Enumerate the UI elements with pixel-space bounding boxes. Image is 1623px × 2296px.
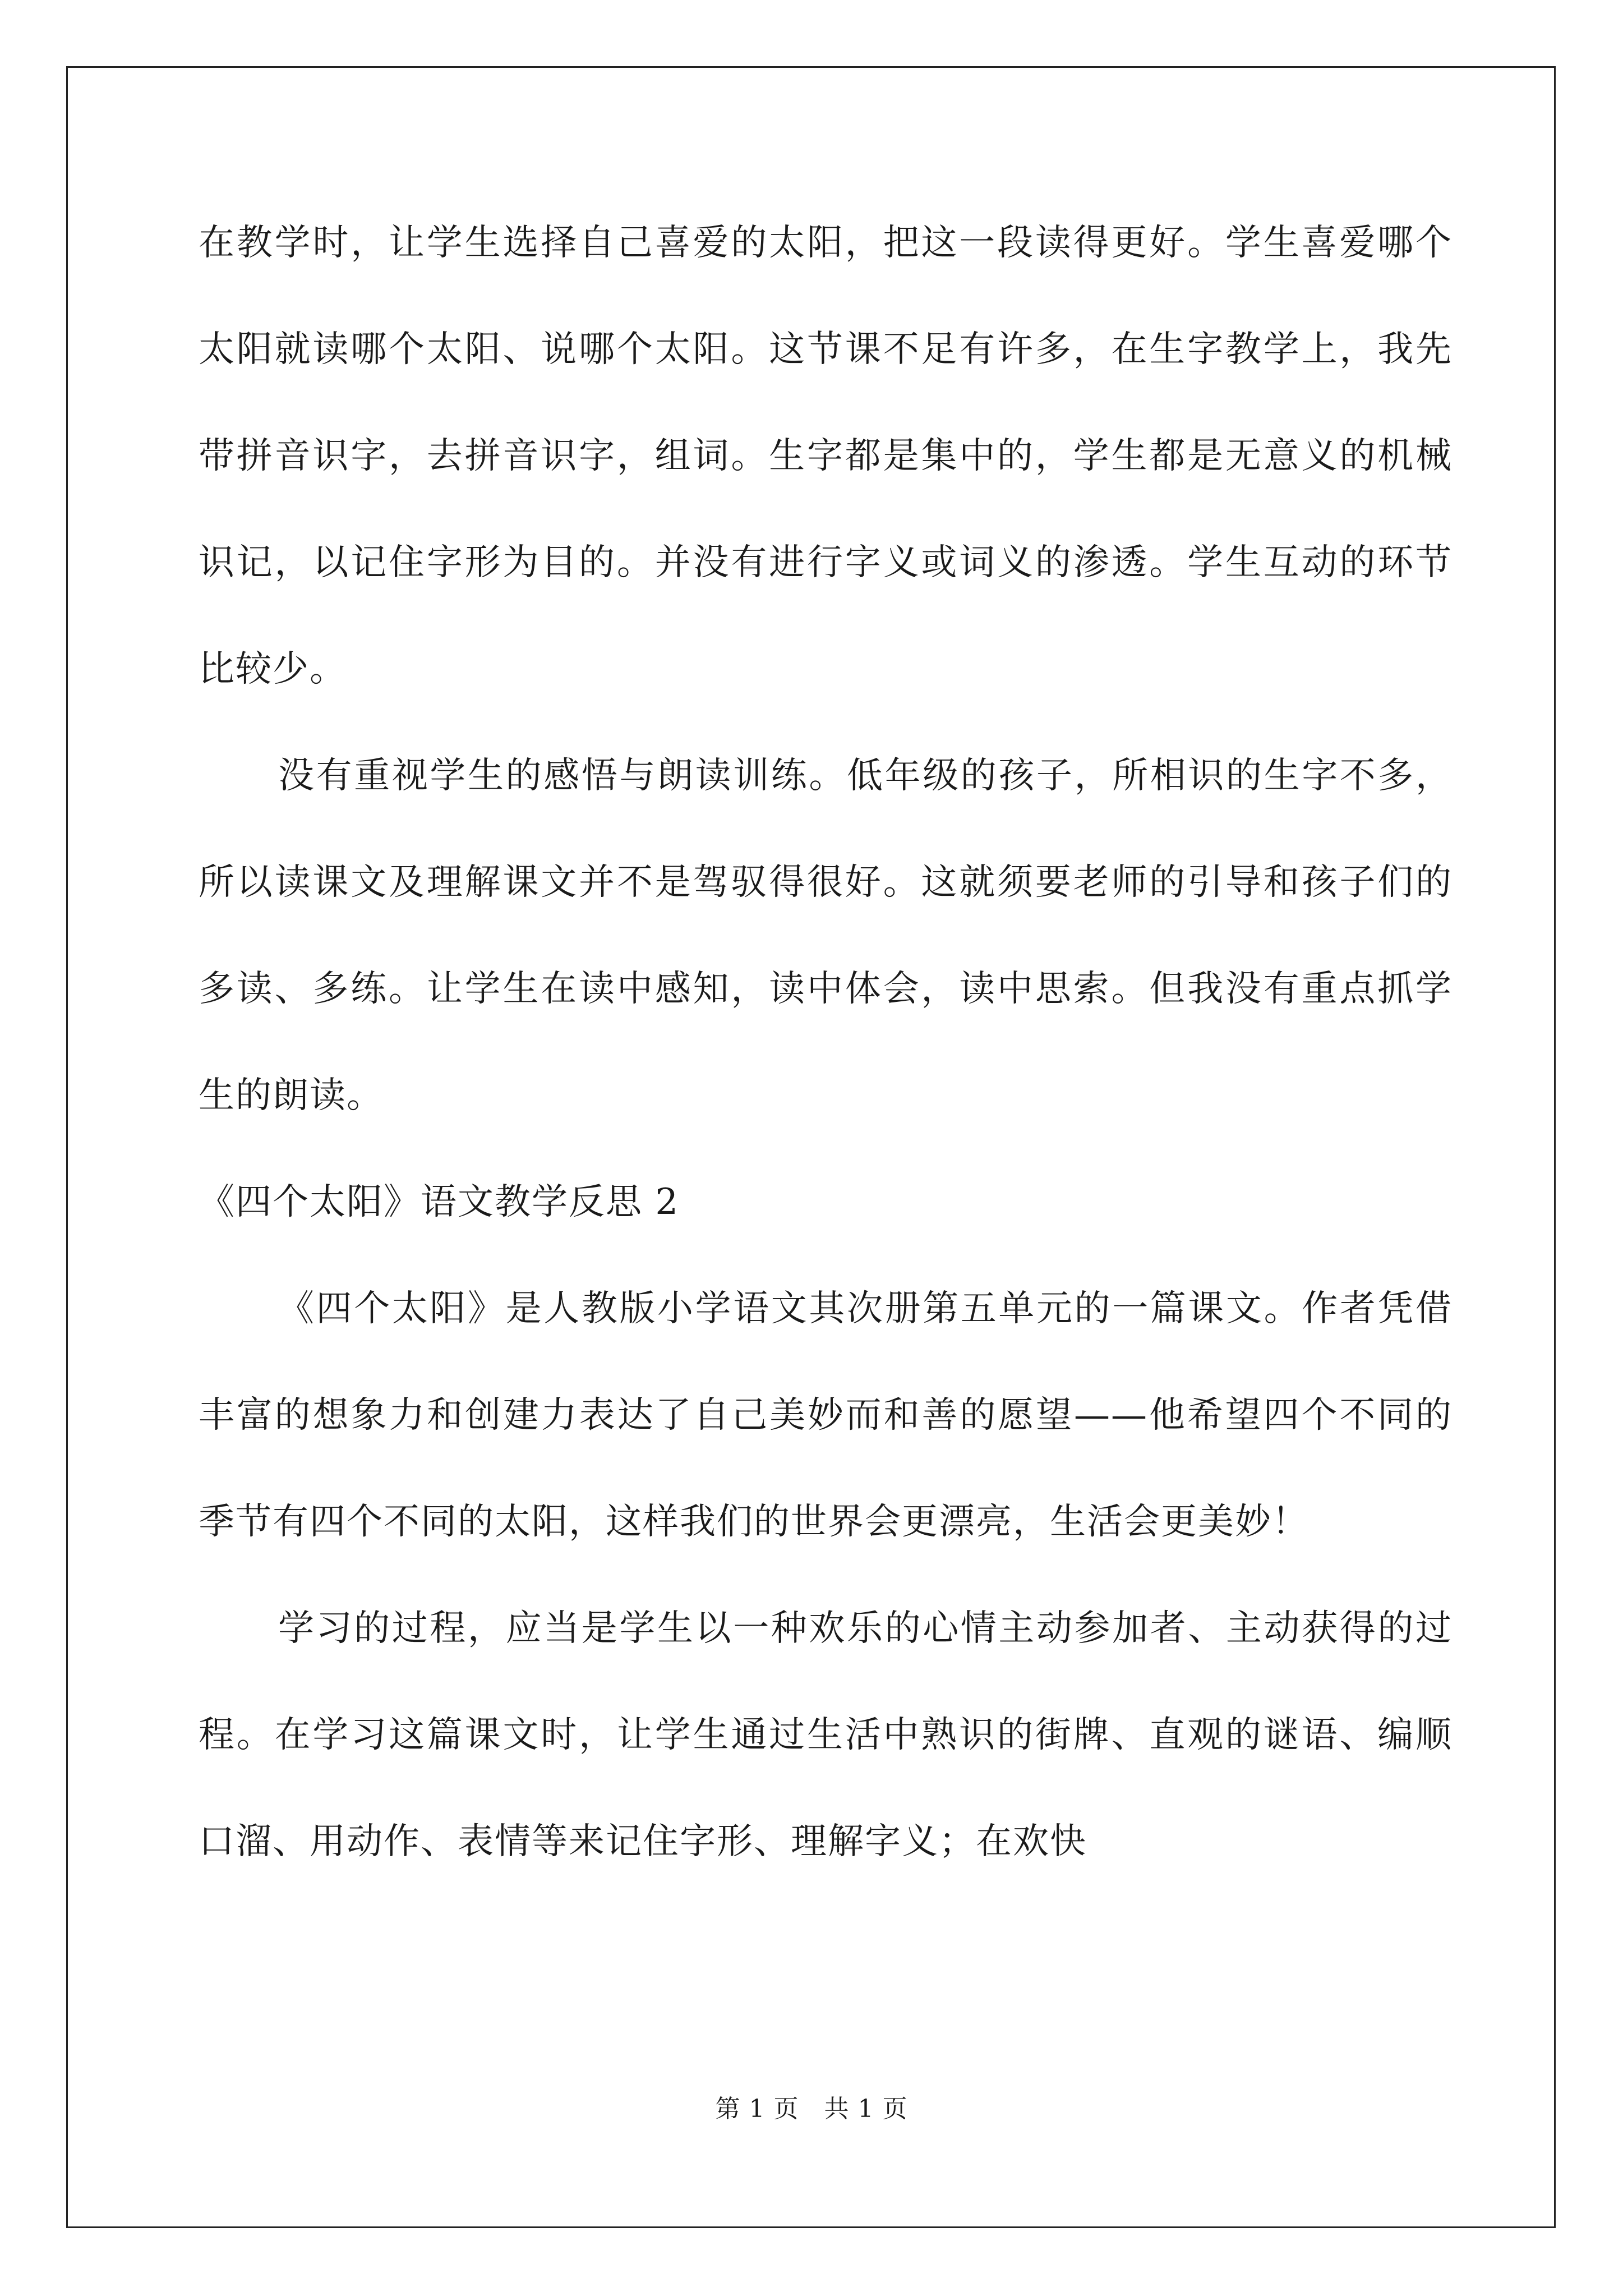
paragraph-3: 《四个太阳》是人教版小学语文其次册第五单元的一篇课文。作者凭借丰富的想象力和创建力表达了自己美妙而和善的愿望——他希望四个不同的季节有四个不同的太阳，这样我们的世界会更漂亮，生活会更美妙！ bbox=[199, 1288, 1453, 1543]
paragraph-2: 没有重视学生的感悟与朗读训练。低年级的孩子，所相识的生字不多，所以读课文及理解课文并不是驾驭得很好。这就须要老师的引导和孩子们的多读、多练。让学生在读中感知，读中体会，读中思索。但我没有重点抓学生的朗读。 bbox=[199, 755, 1453, 1116]
paragraph-4: 学习的过程，应当是学生以一种欢乐的心情主动参加者、主动获得的过程。在学习这篇课文时，让学生通过生活中熟识的街牌、直观的谜语、编顺口溜、用动作、表情等来记住字形、理解字义；在欢快 bbox=[199, 1608, 1453, 1862]
section-heading: 《四个太阳》语文教学反思 2 bbox=[199, 1181, 680, 1223]
document-body bbox=[199, 190, 1453, 1895]
page-footer: 第 1 页 共 1 页 bbox=[715, 2095, 908, 2123]
paragraph-1: 在教学时，让学生选择自己喜爱的太阳，把这一段读得更好。学生喜爱哪个太阳就读哪个太阳、说哪个太阳。这节课不足有许多，在生字教学上，我先带拼音识字，去拼音识字，组词。生字都是集中的，学生都是无意义的机械识记，以记住字形为目的。并没有进行字义或词义的渗透。学生互动的环节比较少。 bbox=[199, 222, 1453, 690]
